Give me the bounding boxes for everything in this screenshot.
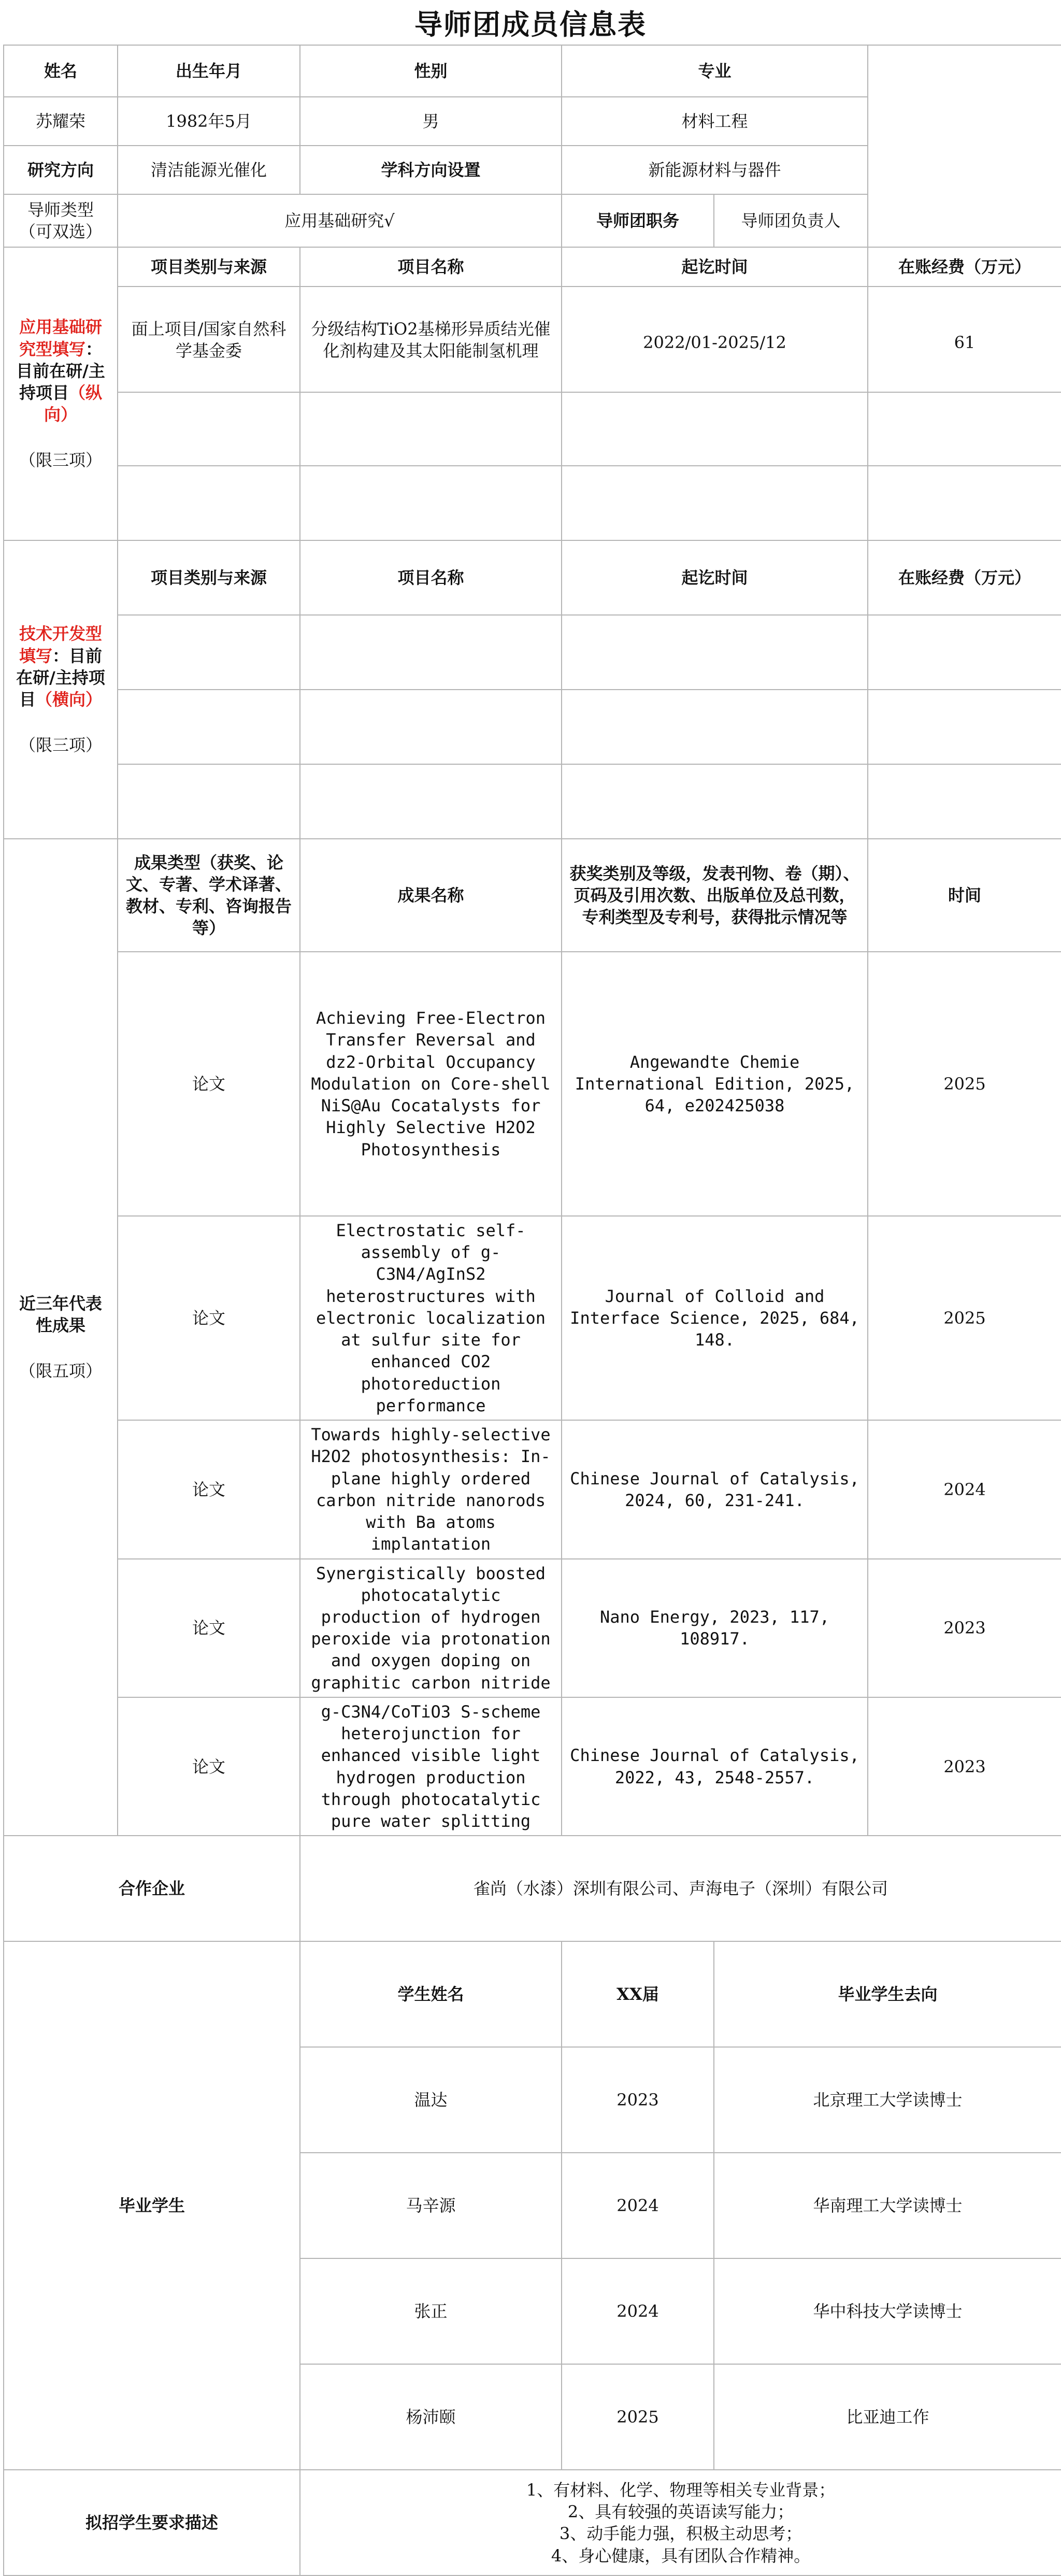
table-row: [4, 764, 1061, 839]
header-label-row: [4, 45, 1061, 97]
gender-label: 性别: [300, 45, 562, 97]
achievement-type: 论文: [118, 952, 300, 1216]
graduates-header-row: [4, 1941, 1061, 2047]
name-label: 姓名: [4, 45, 118, 97]
research-value: 清洁能源光催化: [118, 146, 300, 194]
column-header: 在账经费（万元）: [868, 247, 1061, 287]
column-header: 时间: [868, 839, 1061, 952]
achievement-name: g‐C3N4/CoTiO3 S‐scheme heterojunction for enhanced visible light hydrogen production through photocatalytic pure water splitting: [300, 1697, 562, 1836]
column-header: 毕业学生去向: [714, 1941, 1061, 2047]
graduate-year: 2024: [562, 2153, 714, 2258]
project-funds: 61: [868, 287, 1061, 392]
achievement-name: Towards highly‐selective H2O2 photosynthesis: In‐plane highly ordered carbon nitride nanorods with Ba atoms implantation: [300, 1420, 562, 1558]
role-value: 导师团负责人: [714, 194, 868, 247]
discipline-value: 新能源材料与器件: [562, 146, 868, 194]
achievement-type: 论文: [118, 1559, 300, 1697]
achievement-venue: Nano Energy, 2023, 117, 108917.: [562, 1559, 868, 1697]
achievement-year: 2025: [868, 1216, 1061, 1420]
column-header: 项目类别与来源: [118, 247, 300, 287]
column-header: 获奖类别及等级，发表刊物、卷（期）、页码及引用次数、出版单位及总刊数，专利类型及专利号，获得批示情况等: [562, 839, 868, 952]
achievement-venue: Angewandte Chemie International Edition, 2025, 64, e202425038: [562, 952, 868, 1216]
mentor-type-label: 导师类型 （可双选）: [4, 194, 118, 247]
gender-value: 男: [300, 97, 562, 146]
achievement-venue: Chinese Journal of Catalysis, 2022, 43, 2548‐2557.: [562, 1697, 868, 1836]
achievements-label: 近三年代表性成果 （限五项）: [4, 839, 118, 1836]
achievement-type: 论文: [118, 1697, 300, 1836]
column-header: 成果类型（获奖、论文、专著、学术译著、教材、专利、咨询报告等）: [118, 839, 300, 952]
mentor-type-value: 应用基础研究√: [118, 194, 562, 247]
achievement-name: Electrostatic self-assembly of g-C3N4/AgInS2 heterostructures with electronic localization at sulfur site for enhanced CO2 photoreduction performance: [300, 1216, 562, 1420]
column-header: 起讫时间: [562, 247, 868, 287]
column-header: XX届: [562, 1941, 714, 2047]
graduate-name: 温达: [300, 2047, 562, 2153]
partners-value: 雀尚（水漆）深圳有限公司、声海电子（深圳）有限公司: [300, 1836, 1061, 1941]
name-value: 苏耀荣: [4, 97, 118, 146]
table-row: [4, 952, 1061, 1216]
requirement-line: 1、有材料、化学、物理等相关专业背景；: [526, 2480, 836, 2500]
achievement-year: 2023: [868, 1559, 1061, 1697]
column-header: 项目类别与来源: [118, 540, 300, 615]
graduate-year: 2024: [562, 2258, 714, 2364]
requirement-line: 2、具有较强的英语读写能力；: [567, 2502, 794, 2522]
major-label: 专业: [562, 45, 868, 97]
achievements-header-row: [4, 839, 1061, 952]
birth-label: 出生年月: [118, 45, 300, 97]
achievement-name: Achieving Free-Electron Transfer Reversal and dz2-Orbital Occupancy Modulation on Core-shell NiS@Au Cocatalysts for Highly Selective H2O2 Photosynthesis: [300, 952, 562, 1216]
graduate-year: 2023: [562, 2047, 714, 2153]
graduate-destination: 华南理工大学读博士: [714, 2153, 1061, 2258]
role-label: 导师团职务: [562, 194, 714, 247]
column-header: 项目名称: [300, 247, 562, 287]
table-row: [4, 690, 1061, 764]
graduate-name: 马辛源: [300, 2153, 562, 2258]
partners-label: 合作企业: [4, 1836, 300, 1941]
column-header: 起讫时间: [562, 540, 868, 615]
achievement-year: 2024: [868, 1420, 1061, 1558]
page-title: 导师团成员信息表: [414, 8, 647, 41]
graduates-label: 毕业学生: [4, 1941, 300, 2470]
column-header: 项目名称: [300, 540, 562, 615]
requirement-line: 4、身心健康，具有团队合作精神。: [551, 2545, 811, 2566]
table-row: [4, 1420, 1061, 1558]
table-row: [4, 1559, 1061, 1697]
achievement-venue: Chinese Journal of Catalysis, 2024, 60, 231‐241.: [562, 1420, 868, 1558]
achievement-year: 2025: [868, 952, 1061, 1216]
blank-corner-cell: [868, 45, 1061, 247]
graduate-destination: 华中科技大学读博士: [714, 2258, 1061, 2364]
birth-value: 1982年5月: [118, 97, 300, 146]
project-name: 分级结构TiO2基梯形异质结光催化剂构建及其太阳能制氢机理: [300, 287, 562, 392]
tech-projects-label: 技术开发型填写：目前在研/主持项目（横向） （限三项）: [4, 540, 118, 839]
column-header: 学生姓名: [300, 1941, 562, 2047]
requirement-line: 3、动手能力强，积极主动思考；: [559, 2524, 802, 2544]
requirements-value: [300, 2470, 1061, 2575]
project-source: 面上项目/国家自然科学基金委: [118, 287, 300, 392]
project-period: 2022/01-2025/12: [562, 287, 868, 392]
discipline-label: 学科方向设置: [300, 146, 562, 194]
table-row: [4, 1697, 1061, 1836]
requirements-row: [4, 2470, 1061, 2575]
table-row: [4, 466, 1061, 540]
graduate-destination: 北京理工大学读博士: [714, 2047, 1061, 2153]
graduate-name: 张正: [300, 2258, 562, 2364]
graduate-name: 杨沛颐: [300, 2364, 562, 2470]
achievement-venue: Journal of Colloid and Interface Science, 2025, 684, 148.: [562, 1216, 868, 1420]
basic-projects-label: 应用基础研究型填写：目前在研/主持项目（纵向） （限三项）: [4, 247, 118, 540]
achievement-year: 2023: [868, 1697, 1061, 1836]
table-row: [4, 1216, 1061, 1420]
achievement-name: Synergistically boosted photocatalytic production of hydrogen peroxide via protonation and oxygen doping on graphitic carbon nitride: [300, 1559, 562, 1697]
graduate-year: 2025: [562, 2364, 714, 2470]
table-row: [4, 392, 1061, 466]
column-header: 成果名称: [300, 839, 562, 952]
table-row: [4, 287, 1061, 392]
graduate-destination: 比亚迪工作: [714, 2364, 1061, 2470]
research-label: 研究方向: [4, 146, 118, 194]
achievement-type: 论文: [118, 1216, 300, 1420]
requirements-label: 拟招学生要求描述: [4, 2470, 300, 2575]
tech-projects-header-row: [4, 540, 1061, 615]
basic-projects-header-row: [4, 247, 1061, 287]
column-header: 在账经费（万元）: [868, 540, 1061, 615]
partners-row: [4, 1836, 1061, 1941]
mentor-info-table: [3, 45, 1061, 2576]
table-row: [4, 615, 1061, 690]
major-value: 材料工程: [562, 97, 868, 146]
achievement-type: 论文: [118, 1420, 300, 1558]
